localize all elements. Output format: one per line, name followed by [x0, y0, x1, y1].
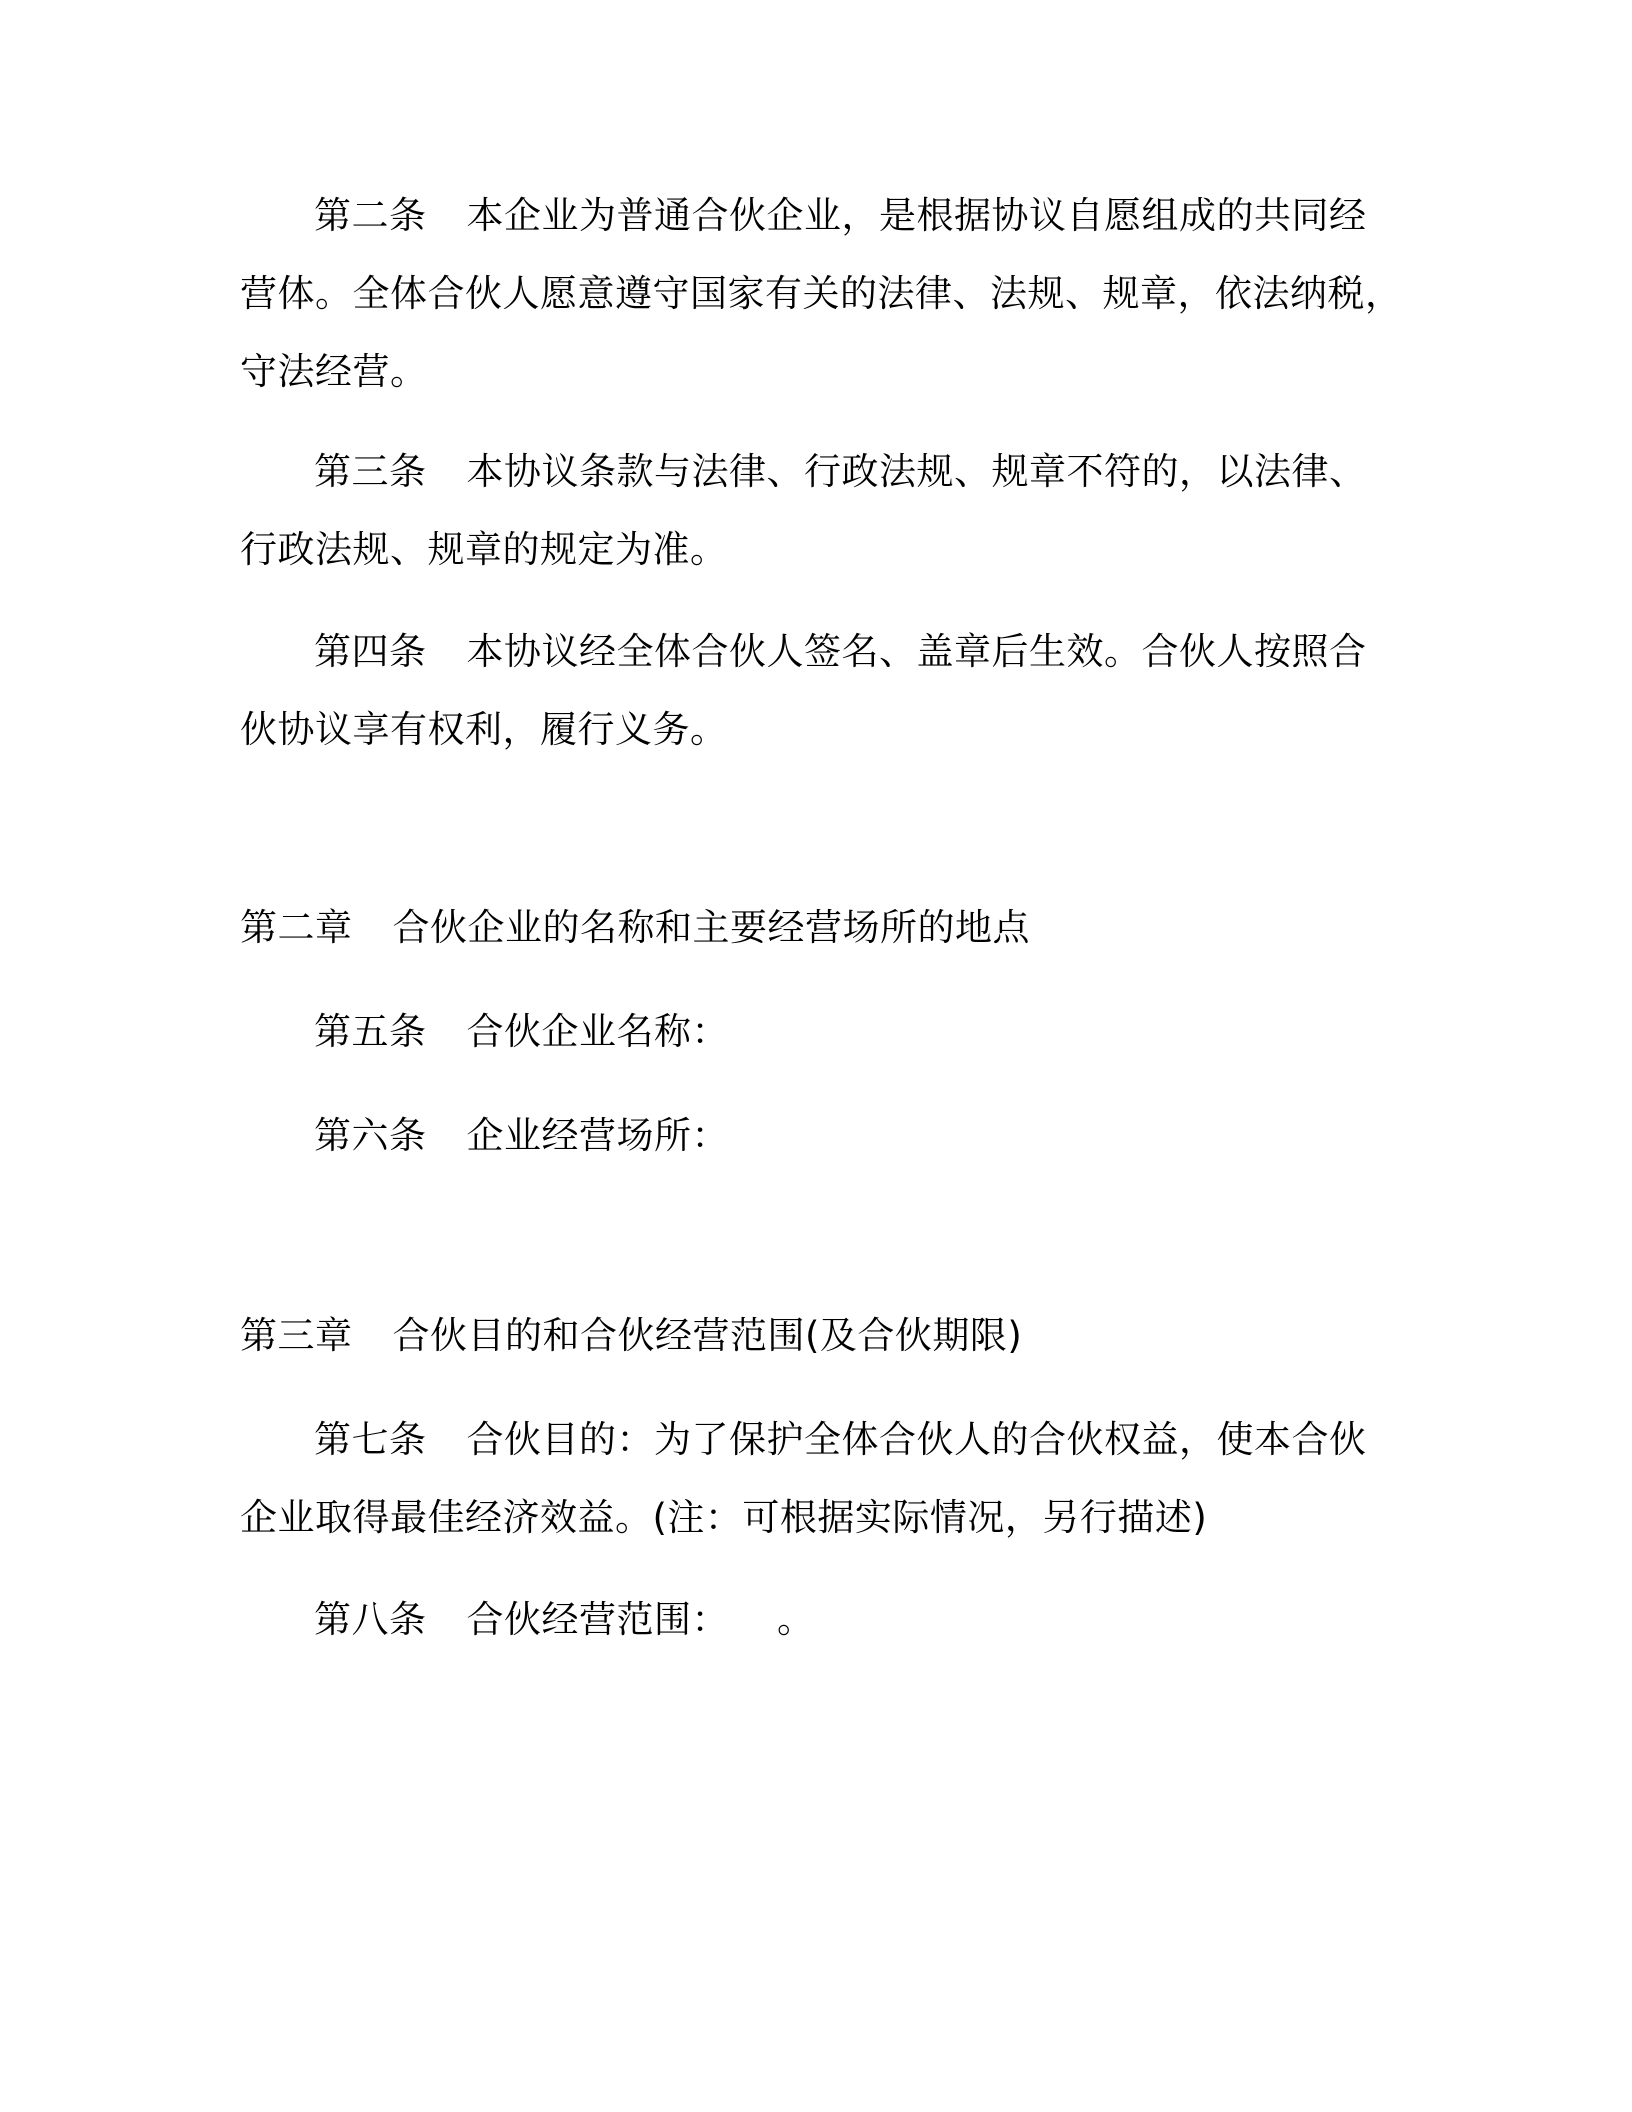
article-7-line-1 [314, 1418, 1367, 1462]
chapter-2-title: 合伙企业的名称和主要经营场所的地点 [392, 906, 1030, 949]
article-3-label: 第三条 [314, 450, 427, 493]
article-8-text: 合伙经营范围： [466, 1598, 729, 1641]
chapter-3-heading [240, 1314, 1022, 1358]
article-4-text-1: 本协议经全体合伙人签名、盖章后生效。合伙人按照合 [466, 630, 1367, 673]
article-3-line-2: 行政法规、规章的规定为准。 [240, 528, 728, 571]
article-5-line [314, 1010, 729, 1054]
chapter-3-label: 第三章 [240, 1314, 353, 1357]
chapter-3-title: 合伙目的和合伙经营范围(及合伙期限) [392, 1314, 1023, 1357]
article-2-line-1 [314, 194, 1367, 238]
article-7-text-1: 合伙目的：为了保护全体合伙人的合伙权益，使本合伙 [466, 1418, 1367, 1461]
article-6-text: 企业经营场所： [466, 1114, 729, 1157]
article-3-line-1 [314, 450, 1367, 494]
article-7-line-2: 企业取得最佳经济效益。(注：可根据实际情况，另行描述) [240, 1496, 1208, 1539]
article-6-line [314, 1114, 729, 1158]
article-2-label: 第二条 [314, 194, 427, 237]
chapter-2-heading [240, 906, 1030, 950]
chapter-2-label: 第二章 [240, 906, 353, 949]
article-8-label: 第八条 [314, 1598, 427, 1641]
article-2-text-1: 本企业为普通合伙企业，是根据协议自愿组成的共同经 [466, 194, 1367, 237]
article-5-text: 合伙企业名称： [466, 1010, 729, 1053]
article-3-text-1: 本协议条款与法律、行政法规、规章不符的，以法律、 [466, 450, 1367, 493]
article-8-line [314, 1598, 815, 1642]
article-6-label: 第六条 [314, 1114, 427, 1157]
article-4-line-1 [314, 630, 1367, 674]
article-7-label: 第七条 [314, 1418, 427, 1461]
article-5-label: 第五条 [314, 1010, 427, 1053]
article-8-tail: 。 [777, 1598, 815, 1641]
article-4-line-2: 伙协议享有权利，履行义务。 [240, 708, 728, 751]
article-2-line-3: 守法经营。 [240, 350, 428, 393]
article-4-label: 第四条 [314, 630, 427, 673]
article-2-line-2: 营体。全体合伙人愿意遵守国家有关的法律、法规、规章，依法纳税， [240, 272, 1403, 315]
